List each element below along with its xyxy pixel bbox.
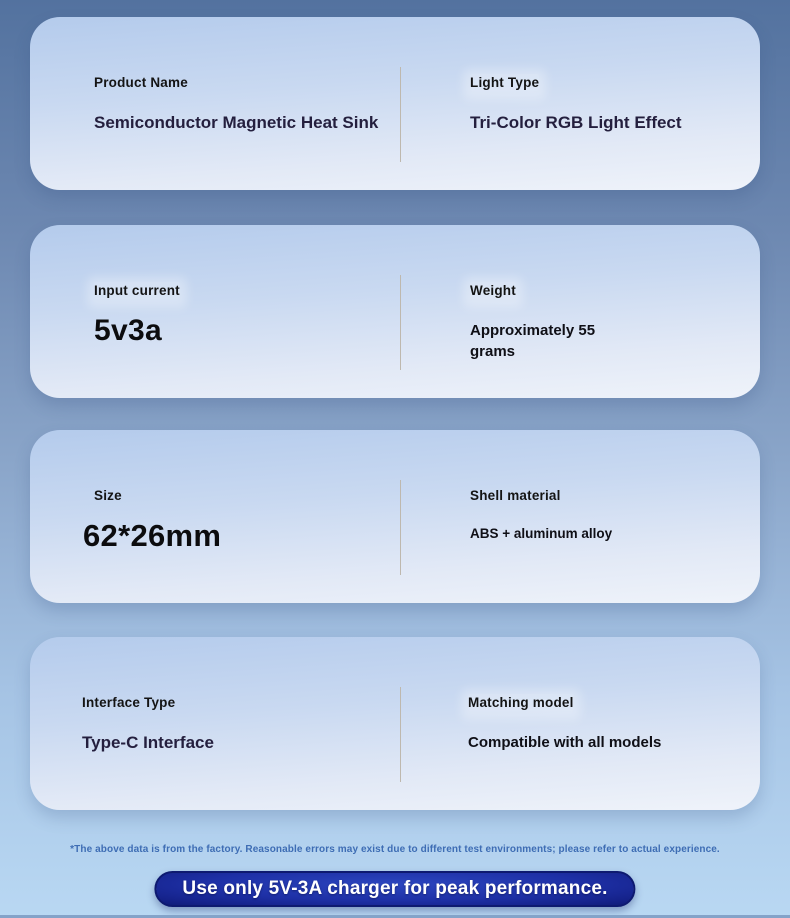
- column-divider: [400, 275, 401, 370]
- spec-item-interface-type: [82, 694, 372, 753]
- spec-label: Interface Type: [82, 695, 176, 710]
- spec-label: Input current: [94, 283, 180, 298]
- spec-item-weight: [470, 282, 750, 362]
- spec-value: Compatible with all models: [468, 734, 662, 751]
- disclaimer-text: *The above data is from the factory. Reasonable errors may exist due to different test environments; please refer to actual experience.: [70, 844, 720, 855]
- column-divider: [400, 480, 401, 575]
- spec-label: Product Name: [94, 75, 188, 90]
- spec-item-input-current: [94, 282, 384, 348]
- spec-value: Type-C Interface: [82, 733, 214, 752]
- spec-card-product-light: [30, 17, 760, 190]
- spec-item-product-name: [94, 74, 384, 133]
- spec-value: Approximately 55 grams: [470, 322, 596, 360]
- column-divider: [400, 67, 401, 162]
- spec-item-light-type: [470, 74, 750, 133]
- spec-label: Shell material: [470, 488, 561, 503]
- charger-notice-label: Use only 5V-3A charger for peak performance.: [182, 878, 608, 899]
- spec-item-matching-model: [468, 694, 748, 753]
- spec-value: ABS + aluminum alloy: [470, 526, 613, 541]
- spec-value: Tri-Color RGB Light Effect: [470, 113, 682, 132]
- spec-value: Semiconductor Magnetic Heat Sink: [94, 113, 379, 132]
- spec-label: Matching model: [468, 695, 574, 710]
- spec-card-size-material: [30, 430, 760, 603]
- column-divider: [400, 687, 401, 782]
- spec-value: 62*26mm: [83, 518, 222, 553]
- spec-label: Size: [94, 488, 122, 503]
- spec-value: 5v3a: [94, 314, 162, 347]
- spec-label: Light Type: [470, 75, 540, 90]
- spec-card-current-weight: [30, 225, 760, 398]
- spec-item-size: [83, 487, 384, 553]
- spec-item-shell-material: [470, 487, 750, 543]
- spec-card-interface-model: [30, 637, 760, 810]
- charger-notice-button[interactable]: [154, 871, 635, 907]
- spec-label: Weight: [470, 283, 516, 298]
